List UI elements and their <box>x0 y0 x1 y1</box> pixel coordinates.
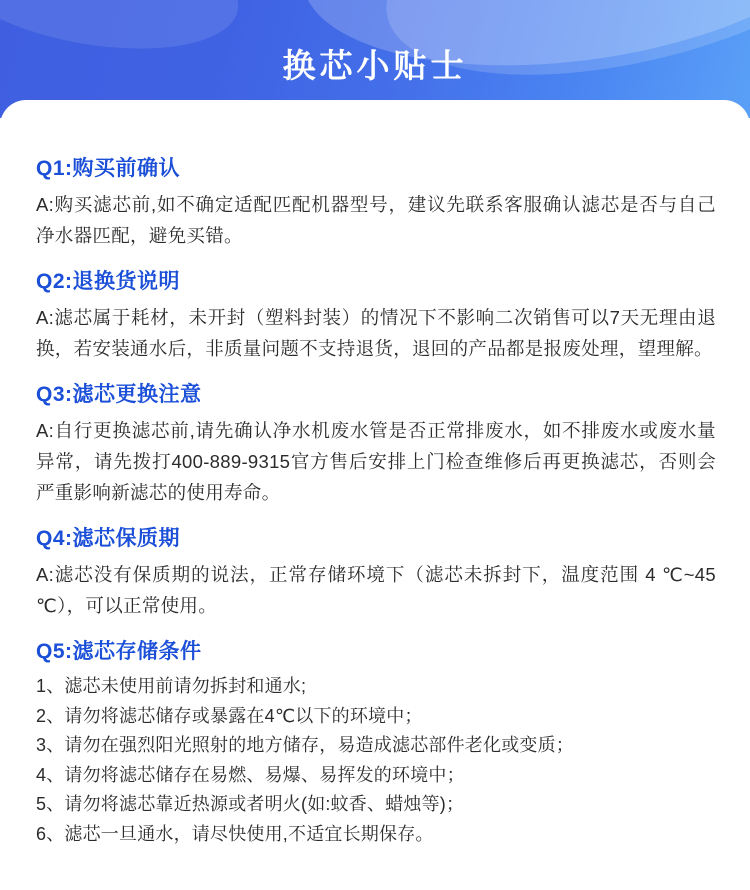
faq-item-storage <box>36 635 726 849</box>
faq-question: Q1:购买前确认 <box>36 157 181 180</box>
faq-answer: A:自行更换滤芯前,请先确认净水机废水管是否正常排废水，如不排废水或废水量异常，请先拨打400-889-9315官方售后安排上门检查维修后再更换滤芯，否则会严重影响新滤芯的使用寿命。 <box>36 420 716 503</box>
faq-answer: A:购买滤芯前,如不确定适配匹配机器型号，建议先联系客服确认滤芯是否与自己净水器匹配，避免买错。 <box>36 194 716 246</box>
faq-question: Q2:退换货说明 <box>36 270 181 293</box>
page-title: 换芯小贴士 <box>282 47 468 84</box>
list-item: 2、请勿将滤芯储存或暴露在4℃以下的环境中； <box>36 705 423 726</box>
faq-item <box>36 522 726 621</box>
faq-card <box>0 100 750 890</box>
faq-item <box>36 265 726 364</box>
list-item: 3、请勿在强烈阳光照射的地方储存，易造成滤芯部件老化或变质； <box>36 735 575 755</box>
faq-question: Q3:滤芯更换注意 <box>36 383 202 406</box>
faq-question: Q4:滤芯保质期 <box>36 527 181 550</box>
list-item: 6、滤芯一旦通水，请尽快使用,不适宜长期保存。 <box>36 823 434 844</box>
faq-answer: A:滤芯属于耗材，未开封（塑料封装）的情况下不影响二次销售可以7天无理由退换，若安装通水后，非质量问题不支持退货，退回的产品都是报废处理，望理解。 <box>36 307 716 359</box>
faq-item <box>36 152 726 251</box>
faq-question: Q5:滤芯存储条件 <box>36 640 202 663</box>
storage-condition-list <box>36 672 726 849</box>
faq-item <box>36 378 726 508</box>
list-item: 4、请勿将滤芯储存在易燃、易爆、易挥发的环境中； <box>36 764 465 785</box>
list-item: 5、请勿将滤芯靠近热源或者明火(如:蚊香、蜡烛等)； <box>36 794 465 814</box>
faq-answer: A:滤芯没有保质期的说法，正常存储环境下（滤芯未拆封下，温度范围 4 ℃~45 ℃），可以正常使用。 <box>36 564 716 616</box>
list-item: 1、滤芯未使用前请勿拆封和通水; <box>36 676 307 696</box>
